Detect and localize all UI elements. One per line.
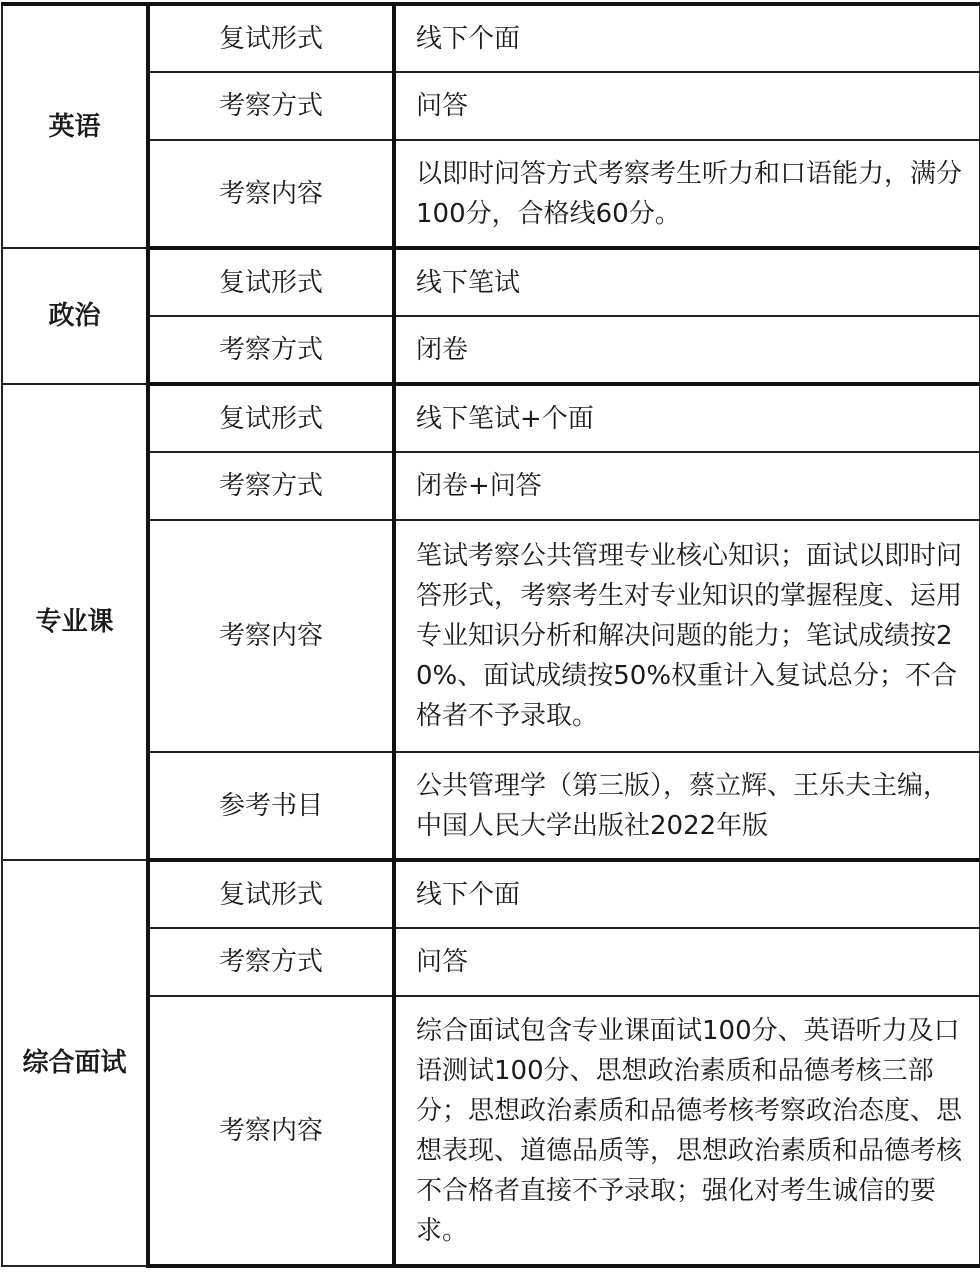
table-row bbox=[2, 72, 980, 140]
table-row bbox=[2, 520, 980, 752]
row-value: 闭卷+问答 bbox=[394, 452, 980, 520]
retest-table bbox=[1, 2, 980, 1268]
row-value: 公共管理学（第三版），蔡立辉、王乐夫主编，中国人民大学出版社2022年版 bbox=[394, 752, 980, 860]
row-label: 考察方式 bbox=[148, 72, 394, 140]
table-row bbox=[2, 316, 980, 384]
row-label: 参考书目 bbox=[148, 752, 394, 860]
row-label: 考察方式 bbox=[148, 928, 394, 996]
table-row bbox=[2, 4, 980, 72]
row-label: 考察内容 bbox=[148, 140, 394, 248]
subject-cell-major: 专业课 bbox=[2, 384, 148, 860]
table-row bbox=[2, 860, 980, 928]
row-value: 问答 bbox=[394, 72, 980, 140]
table-row bbox=[2, 384, 980, 452]
subject-cell-politics: 政治 bbox=[2, 248, 148, 384]
table-row bbox=[2, 248, 980, 316]
row-label: 考察方式 bbox=[148, 452, 394, 520]
row-label: 复试形式 bbox=[148, 860, 394, 928]
row-label: 复试形式 bbox=[148, 384, 394, 452]
row-label: 考察方式 bbox=[148, 316, 394, 384]
row-value: 闭卷 bbox=[394, 316, 980, 384]
row-label: 复试形式 bbox=[148, 4, 394, 72]
row-label: 复试形式 bbox=[148, 248, 394, 316]
row-value: 线下笔试+个面 bbox=[394, 384, 980, 452]
row-value: 笔试考察公共管理专业核心知识；面试以即时问答形式，考察考生对专业知识的掌握程度、运用专业知识分析和解决问题的能力；笔试成绩按20%、面试成绩按50%权重计入复试总分；不合格者不予录取。 bbox=[394, 520, 980, 752]
row-label: 考察内容 bbox=[148, 996, 394, 1266]
table-row bbox=[2, 996, 980, 1266]
row-label: 考察内容 bbox=[148, 520, 394, 752]
row-value: 以即时问答方式考察考生听力和口语能力，满分100分，合格线60分。 bbox=[394, 140, 980, 248]
row-value: 问答 bbox=[394, 928, 980, 996]
subject-cell-english: 英语 bbox=[2, 4, 148, 248]
row-value: 综合面试包含专业课面试100分、英语听力及口语测试100分、思想政治素质和品德考核三部分；思想政治素质和品德考核考察政治态度、思想表现、道德品质等，思想政治素质和品德考核不合格者直接不予录取；强化对考生诚信的要求。 bbox=[394, 996, 980, 1266]
table-row bbox=[2, 928, 980, 996]
row-value: 线下个面 bbox=[394, 860, 980, 928]
subject-cell-interview: 综合面试 bbox=[2, 860, 148, 1266]
table-row bbox=[2, 752, 980, 860]
table-row bbox=[2, 452, 980, 520]
row-value: 线下个面 bbox=[394, 4, 980, 72]
table-row bbox=[2, 140, 980, 248]
row-value: 线下笔试 bbox=[394, 248, 980, 316]
